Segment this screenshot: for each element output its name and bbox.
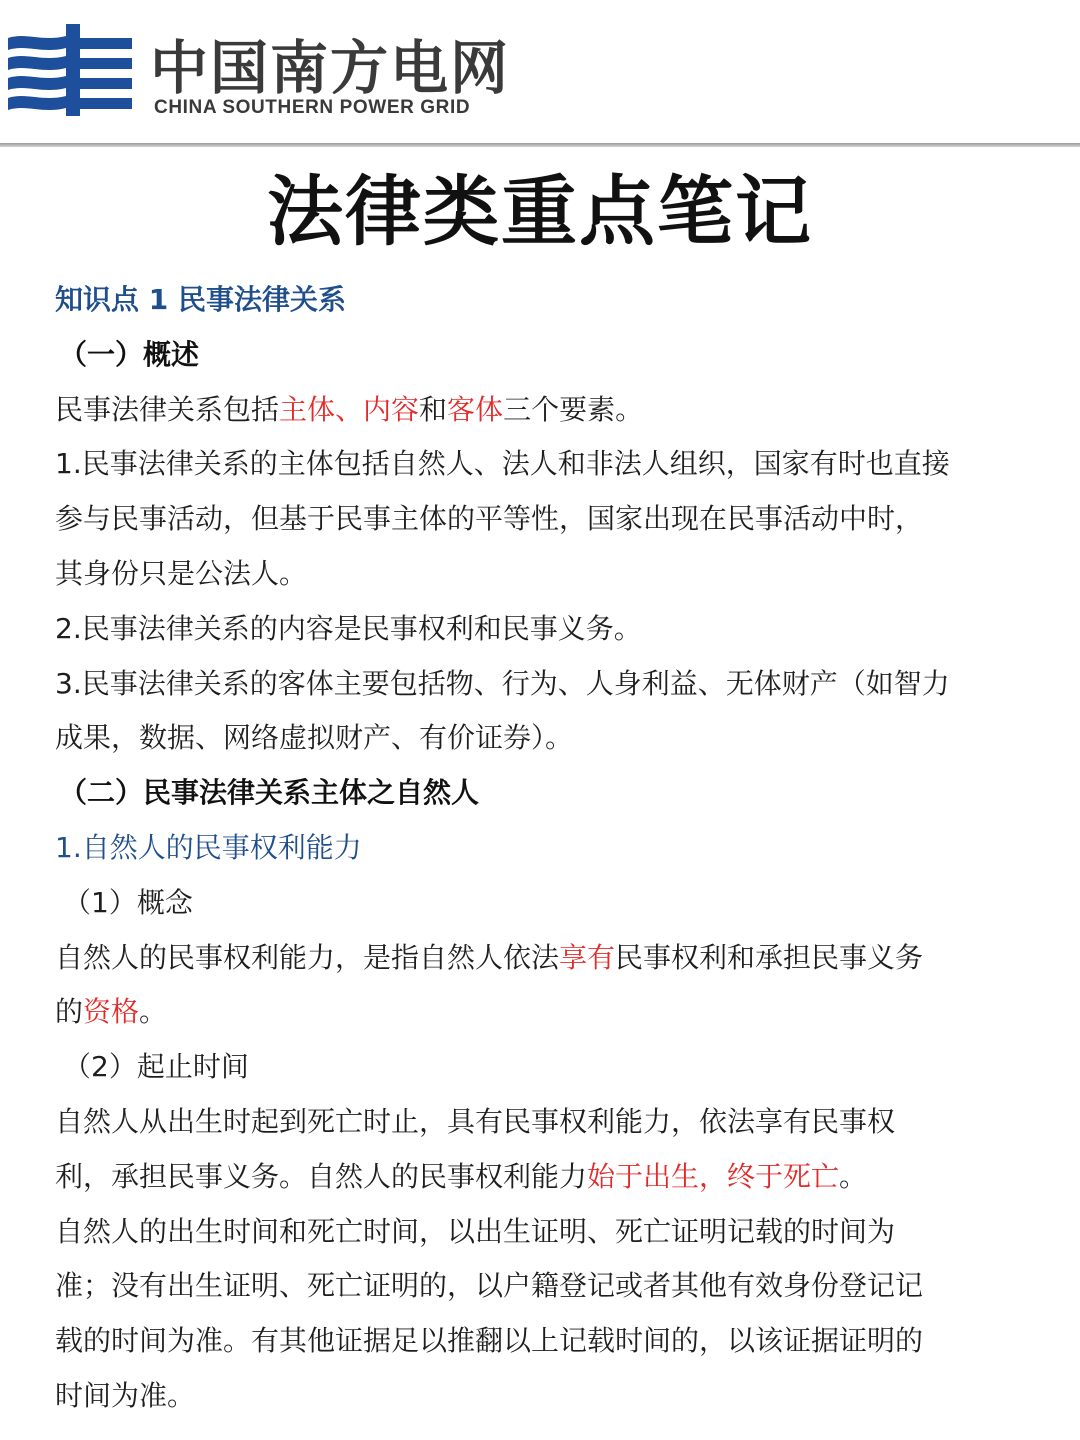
subsection-heading-overview: （一）概述 <box>59 337 200 371</box>
text-run: 民事法律关系包括 <box>55 392 280 426</box>
text-run: 利，承担民事义务。自然人的民事权利能力 <box>55 1159 588 1193</box>
text-run: 。 <box>139 995 168 1029</box>
highlight-text: 客体 <box>447 392 504 426</box>
text-run: 三个要素。 <box>503 392 644 426</box>
notes-body <box>55 273 1030 1424</box>
text-run: 。 <box>839 1159 868 1193</box>
topic-heading: 1.自然人的民事权利能力 <box>55 830 362 864</box>
text-run: 的 <box>55 995 84 1029</box>
paragraph-line: 准；没有出生证明、死亡证明的，以户籍登记或者其他有效身份登记记 <box>55 1269 924 1303</box>
text-run: 和 <box>419 392 448 426</box>
logo-english-name: CHINA SOUTHERN POWER GRID <box>154 97 471 118</box>
paragraph-line: 2.民事法律关系的内容是民事权利和民事义务。 <box>55 611 642 645</box>
paragraph-line <box>55 383 1030 438</box>
highlight-text: 资格 <box>83 995 140 1029</box>
highlight-text: 享有 <box>559 940 616 974</box>
paragraph-line <box>55 985 1030 1040</box>
paragraph-line: 自然人的出生时间和死亡时间，以出生证明、死亡证明记载的时间为 <box>55 1214 896 1248</box>
paragraph-line: 时间为准。 <box>55 1378 196 1412</box>
paragraph-line: 载的时间为准。有其他证据足以推翻以上记载时间的，以该证据证明的 <box>55 1324 924 1358</box>
paragraph-line: 1.民事法律关系的主体包括自然人、法人和非法人组织，国家有时也直接 <box>55 447 950 481</box>
header-divider <box>0 143 1080 147</box>
header-banner <box>0 0 1080 146</box>
item-heading-time: （2）起止时间 <box>63 1050 249 1084</box>
section-heading: 知识点 1 民事法律关系 <box>55 283 346 316</box>
item-heading-concept: （1）概念 <box>63 885 193 919</box>
text-run: 自然人的民事权利能力，是指自然人依法 <box>55 940 560 974</box>
highlight-text: 主体、内容 <box>279 392 420 426</box>
page-title: 法律类重点笔记 <box>267 167 813 256</box>
paragraph-line <box>55 931 1030 986</box>
paragraph-line: 自然人从出生时起到死亡时止，具有民事权利能力，依法享有民事权 <box>55 1104 896 1138</box>
highlight-text: 始于出生，终于死亡 <box>587 1159 840 1193</box>
paragraph-line: 3.民事法律关系的客体主要包括物、行为、人身利益、无体财产（如智力 <box>55 666 950 700</box>
paragraph-line: 参与民事活动，但基于民事主体的平等性，国家出现在民事活动中时， <box>55 502 924 536</box>
text-run: 民事权利和承担民事义务 <box>615 940 924 974</box>
paragraph-line: 其身份只是公法人。 <box>55 556 308 590</box>
csg-logo-icon <box>8 24 132 116</box>
subsection-heading-natural-person: （二）民事法律关系主体之自然人 <box>59 776 480 810</box>
paragraph-line: 成果，数据、网络虚拟财产、有价证券）。 <box>55 721 574 755</box>
paragraph-line <box>55 1150 1030 1205</box>
logo-chinese-name: 中国南方电网 <box>150 34 511 102</box>
